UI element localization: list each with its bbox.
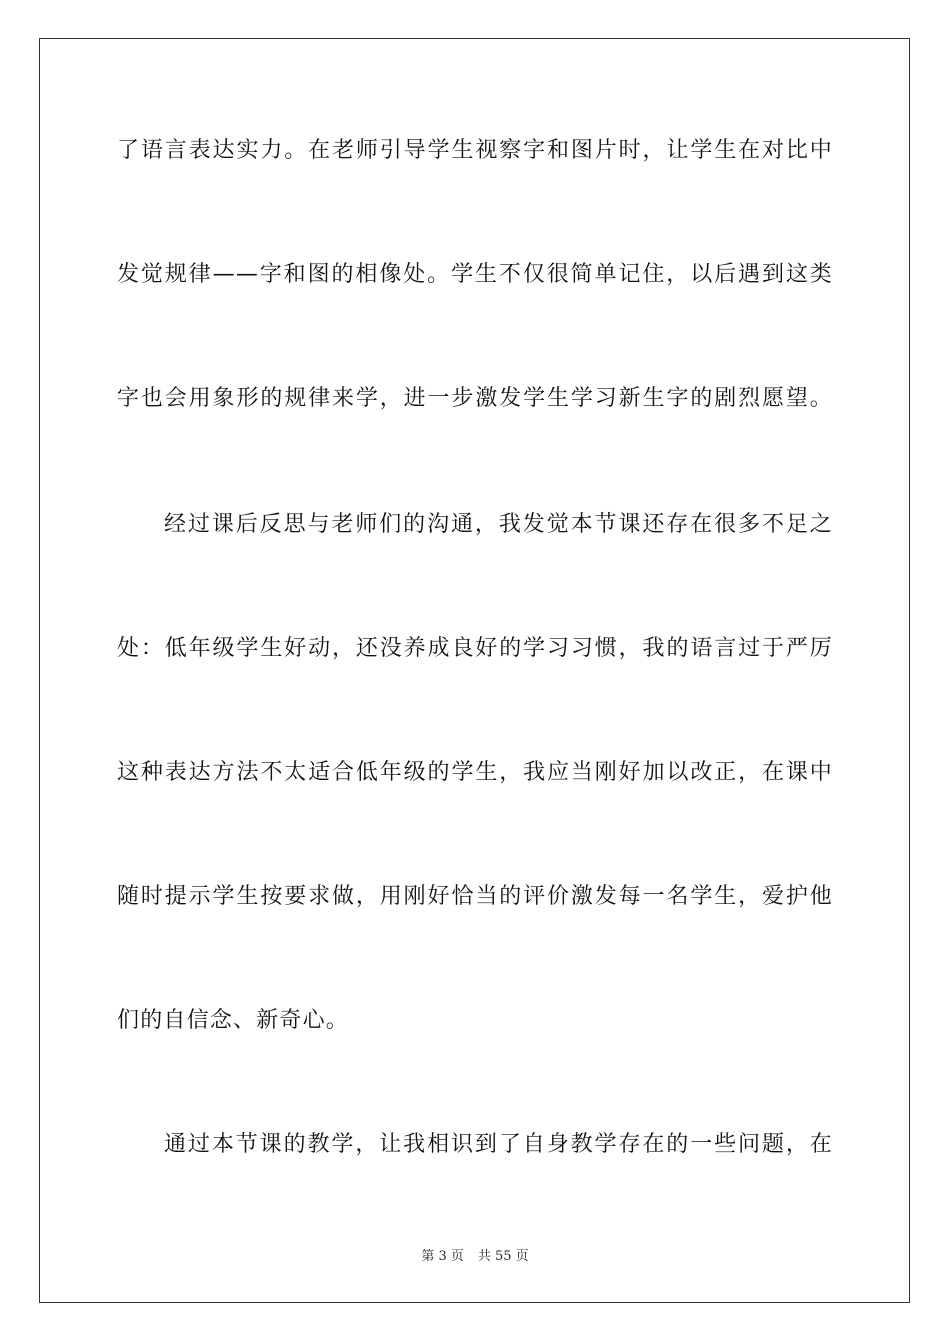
paragraph-line-4: 经过课后反思与老师们的沟通，我发觉本节课还存在很多不足之 [164,512,833,537]
paragraph-line-3: 字也会用象形的规律来学，进一步激发学生学习新生字的剧烈愿望。 [117,386,833,411]
paragraph-line-8: 们的自信念、新奇心。 [117,1008,350,1033]
paragraph-line-1: 了语言表达实力。在老师引导学生视察字和图片时，让学生在对比中 [117,138,833,163]
paragraph-line-5: 处：低年级学生好动，还没养成良好的学习习惯，我的语言过于严厉 [117,636,833,661]
page-total: 共 55 页 [477,1249,529,1264]
paragraph-line-7: 随时提示学生按要求做，用刚好恰当的评价激发每一名学生，爱护他 [117,884,833,909]
paragraph-line-2: 发觉规律——字和图的相像处。学生不仅很简单记住，以后遇到这类 [117,262,833,287]
paragraph-line-9: 通过本节课的教学，让我相识到了自身教学存在的一些问题，在 [164,1132,833,1157]
page-number: 第 3 页 [421,1249,464,1264]
paragraph-line-6: 这种表达方法不太适合低年级的学生，我应当刚好加以改正，在课中 [117,760,833,785]
page-footer [0,1248,950,1266]
page-border [39,38,910,1303]
